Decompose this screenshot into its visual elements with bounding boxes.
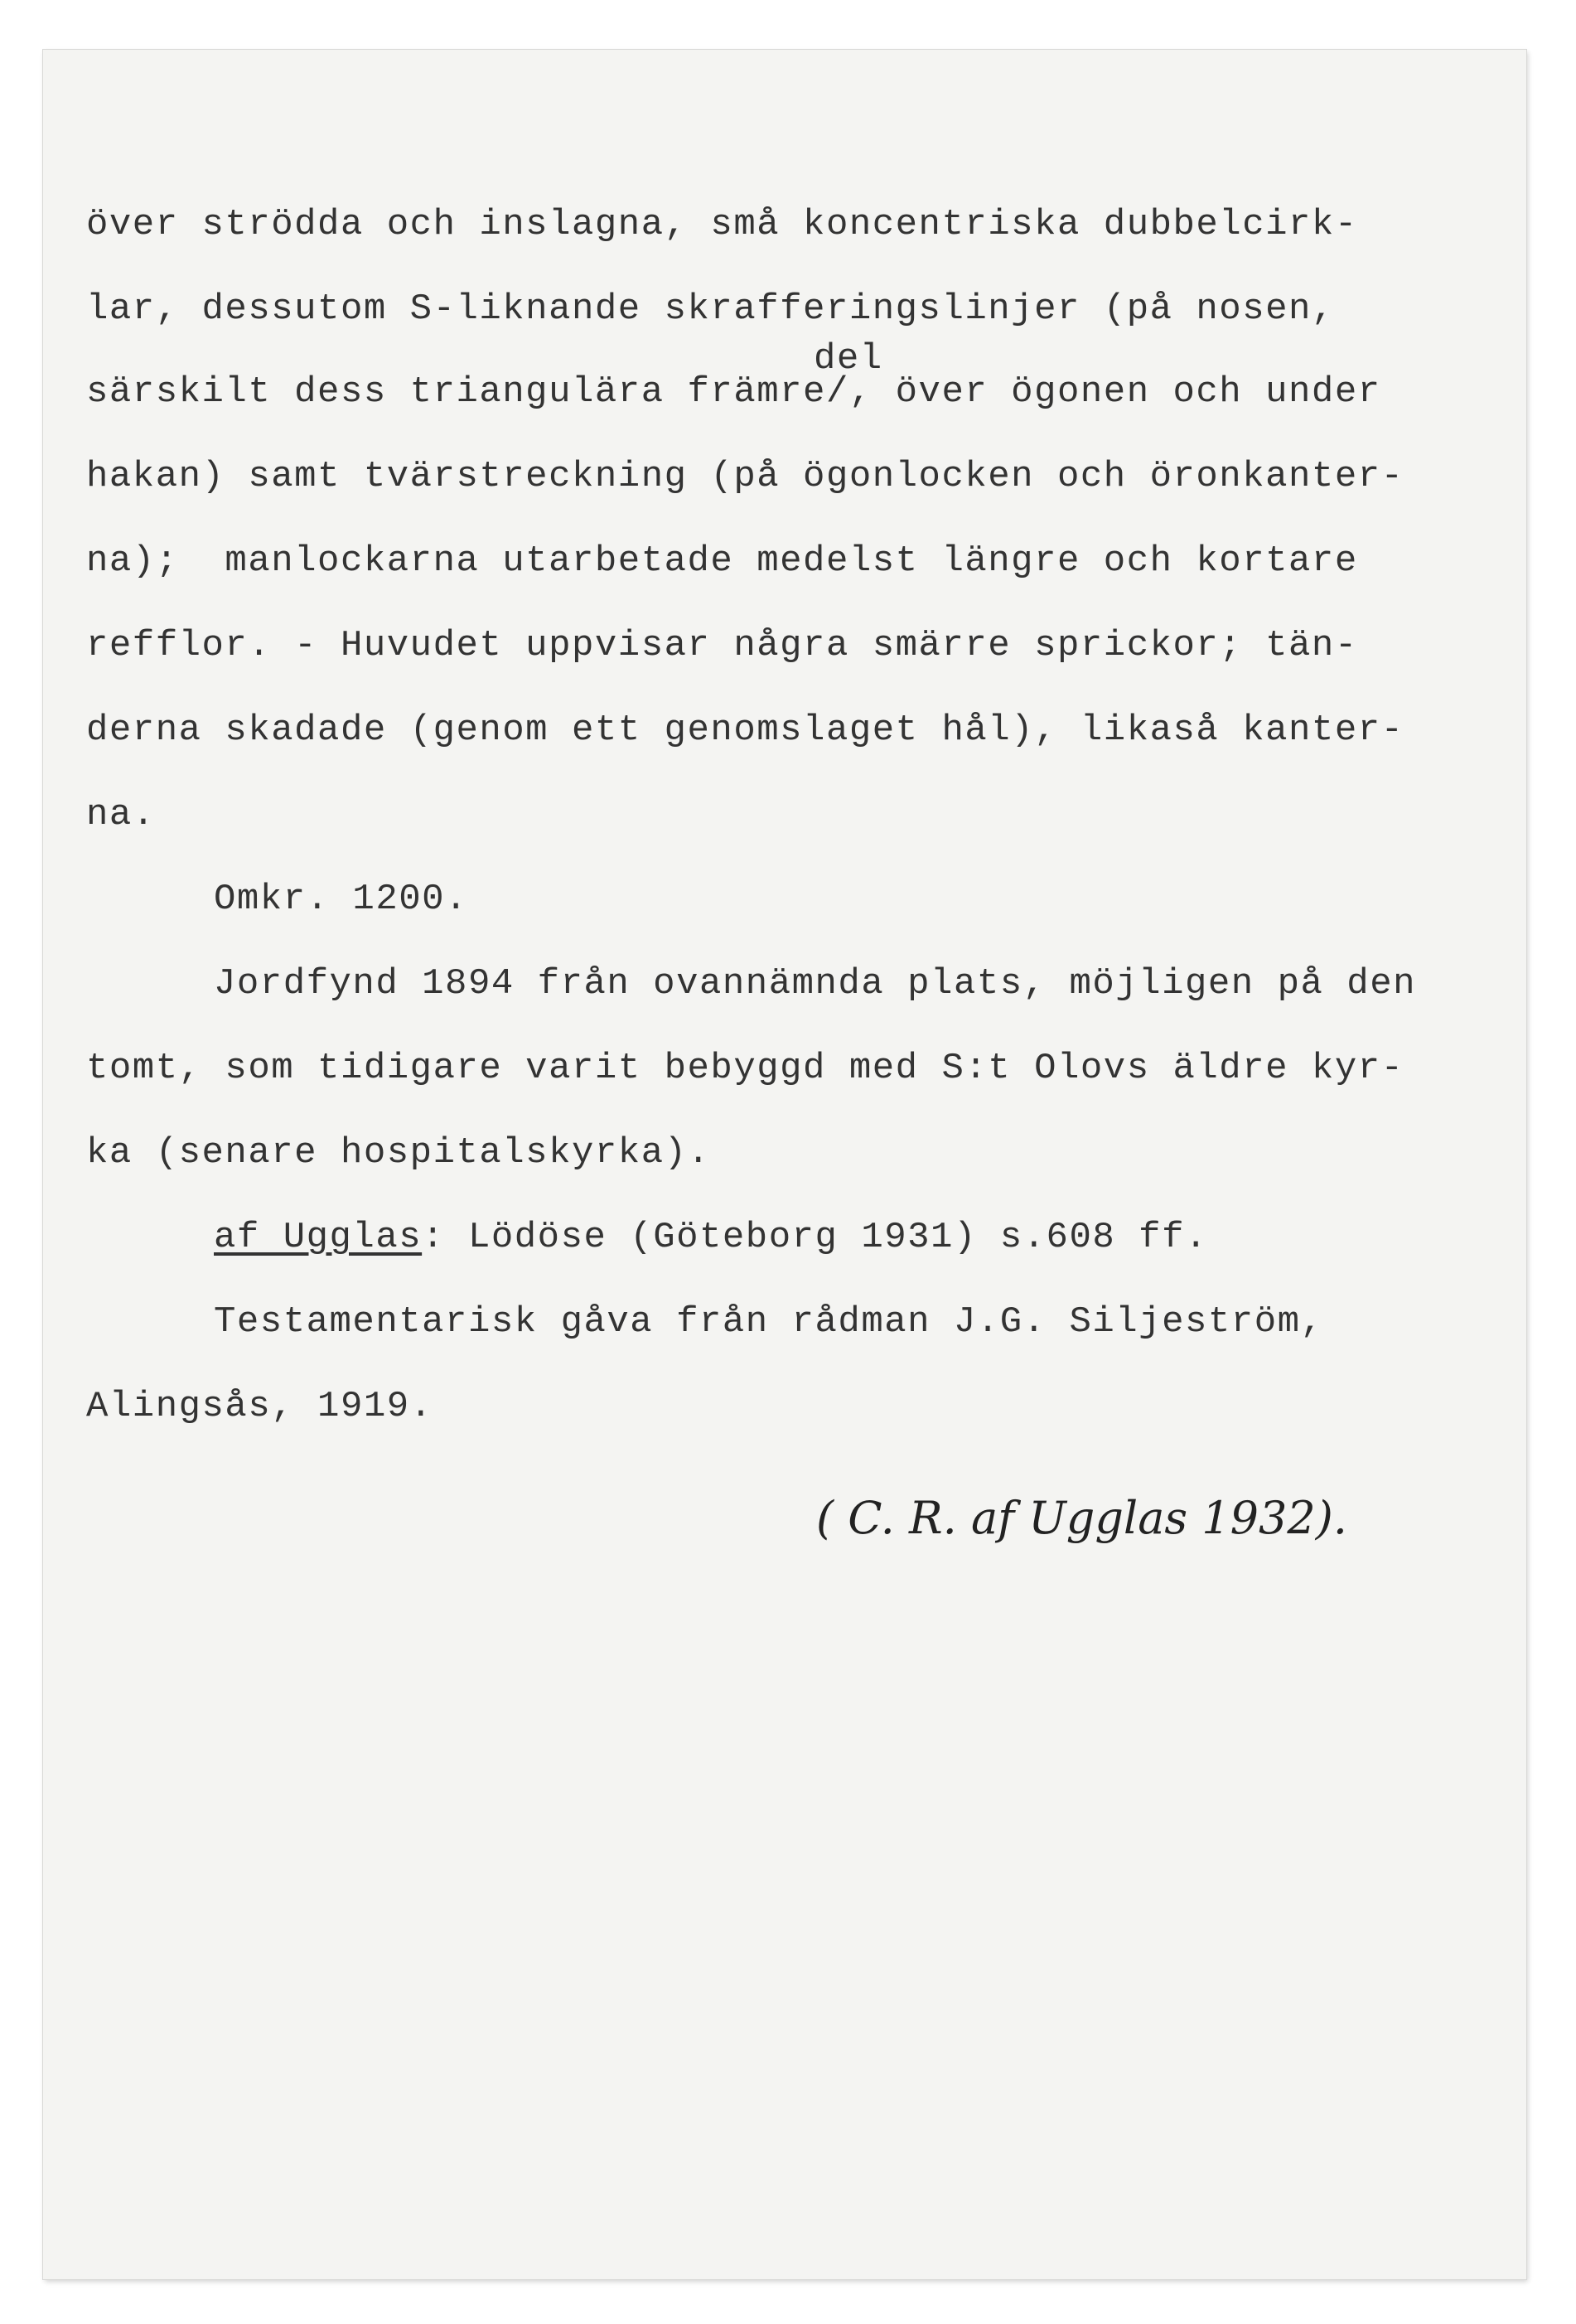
text-line-5: na); manlockarna utarbetade medelst längre och kortare <box>86 540 1358 582</box>
gift-line-2: Alingsås, 1919. <box>86 1386 433 1427</box>
text-line-7: derna skadade (genom ett genomslaget hål), likaså kanter- <box>86 709 1404 751</box>
reference-colon: : <box>422 1217 446 1258</box>
reference-line <box>214 1217 1208 1258</box>
text-line-6: refflor. - Huvudet uppvisar några smärre sprickor; tän- <box>86 625 1358 666</box>
handwritten-insertion: del <box>814 338 883 380</box>
text-line-2: lar, dessutom S-liknande skrafferingslinjer (på nosen, <box>86 288 1335 330</box>
date-line: Omkr. 1200. <box>214 879 468 920</box>
reference-text: Lödöse (Göteborg 1931) s.608 ff. <box>467 1217 1208 1258</box>
gift-line-1: Testamentarisk gåva från rådman J.G. Siljeström, <box>214 1301 1324 1343</box>
text-line-8: na. <box>86 794 156 835</box>
handwritten-signature: ( C. R. af Ugglas 1932). <box>816 1492 1347 1544</box>
text-line-3: särskilt dess triangulära främre/, över ögonen och under <box>86 371 1381 413</box>
text-line-4: hakan) samt tvärstreckning (på ögonlocken och öronkanter- <box>86 456 1404 497</box>
find-line-1: Jordfynd 1894 från ovannämnda plats, möjligen på den <box>214 963 1417 1005</box>
find-line-2: tomt, som tidigare varit bebyggd med S:t Olovs äldre kyr- <box>86 1048 1404 1089</box>
reference-author: af Ugglas <box>214 1217 423 1258</box>
text-line-1: över strödda och inslagna, små koncentriska dubbelcirk- <box>86 204 1358 245</box>
find-line-3: ka (senare hospitalskyrka). <box>86 1132 711 1174</box>
